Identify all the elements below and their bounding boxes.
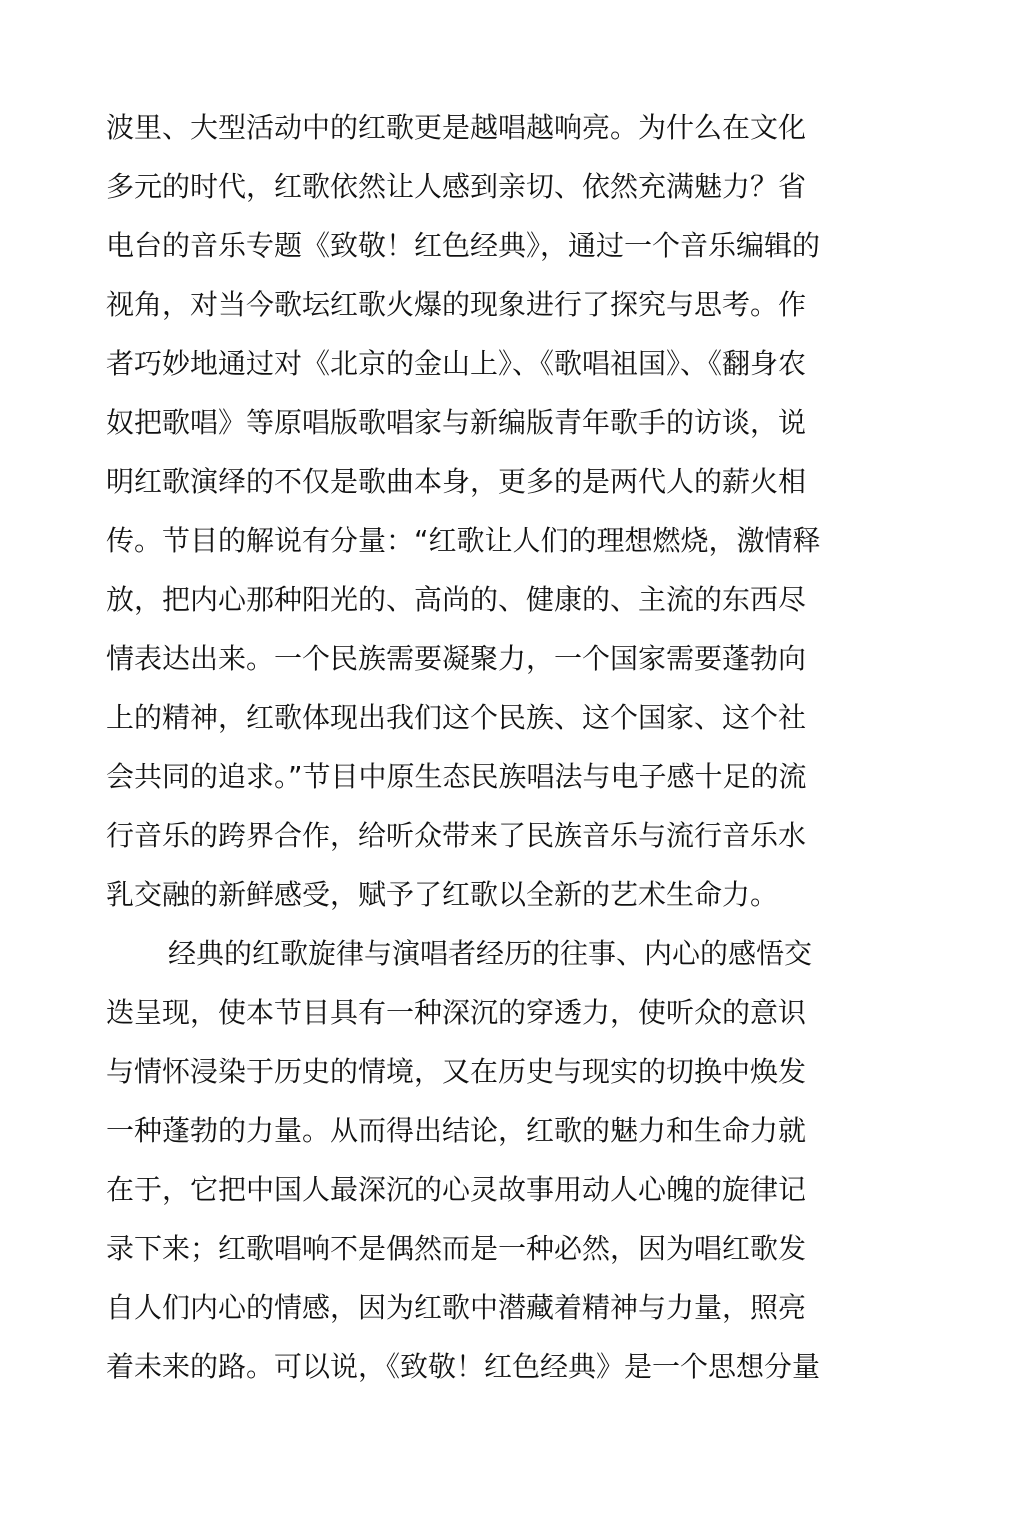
text-line: 上的精神，红歌体现出我们这个民族、这个国家、这个社 — [106, 701, 807, 734]
text-line: 会共同的追求。”节目中原生态民族唱法与电子感十足的流 — [106, 760, 807, 793]
paragraph-1 — [106, 98, 926, 924]
text-line: 电台的音乐专题《致敬！红色经典》，通过一个音乐编辑的 — [106, 229, 821, 262]
text-line: 录下来；红歌唱响不是偶然而是一种必然，因为唱红歌发 — [106, 1232, 807, 1265]
text-line: 迭呈现，使本节目具有一种深沉的穿透力，使听众的意识 — [106, 996, 807, 1029]
text-line: 传。节目的解说有分量：“红歌让人们的理想燃烧，激情释 — [106, 524, 821, 557]
text-line: 行音乐的跨界合作，给听众带来了民族音乐与流行音乐水 — [106, 819, 807, 852]
paragraph-2 — [106, 924, 926, 1396]
text-line: 波里、大型活动中的红歌更是越唱越响亮。为什么在文化 — [106, 111, 807, 144]
text-line: 情表达出来。一个民族需要凝聚力，一个国家需要蓬勃向 — [106, 642, 807, 675]
body-text — [106, 98, 926, 1396]
text-line: 放，把内心那种阳光的、高尚的、健康的、主流的东西尽 — [106, 583, 807, 616]
text-line: 自人们内心的情感，因为红歌中潜藏着精神与力量，照亮 — [106, 1291, 807, 1324]
text-line: 者巧妙地通过对《北京的金山上》、《歌唱祖国》、《翻身农 — [106, 347, 807, 380]
text-line: 着未来的路。可以说，《致敬！红色经典》是一个思想分量 — [106, 1350, 821, 1383]
text-line: 一种蓬勃的力量。从而得出结论，红歌的魅力和生命力就 — [106, 1114, 807, 1147]
text-line: 与情怀浸染于历史的情境，又在历史与现实的切换中焕发 — [106, 1055, 807, 1088]
text-line: 多元的时代，红歌依然让人感到亲切、依然充满魅力？省 — [106, 170, 807, 203]
text-line-indented: 经典的红歌旋律与演唱者经历的往事、内心的感悟交 — [168, 937, 813, 970]
text-line: 在于，它把中国人最深沉的心灵故事用动人心魄的旋律记 — [106, 1173, 807, 1206]
text-line: 明红歌演绎的不仅是歌曲本身，更多的是两代人的薪火相 — [106, 465, 807, 498]
text-line: 视角，对当今歌坛红歌火爆的现象进行了探究与思考。作 — [106, 288, 807, 321]
text-line: 乳交融的新鲜感受，赋予了红歌以全新的艺术生命力。 — [106, 878, 779, 911]
text-line: 奴把歌唱》等原唱版歌唱家与新编版青年歌手的访谈，说 — [106, 406, 807, 439]
